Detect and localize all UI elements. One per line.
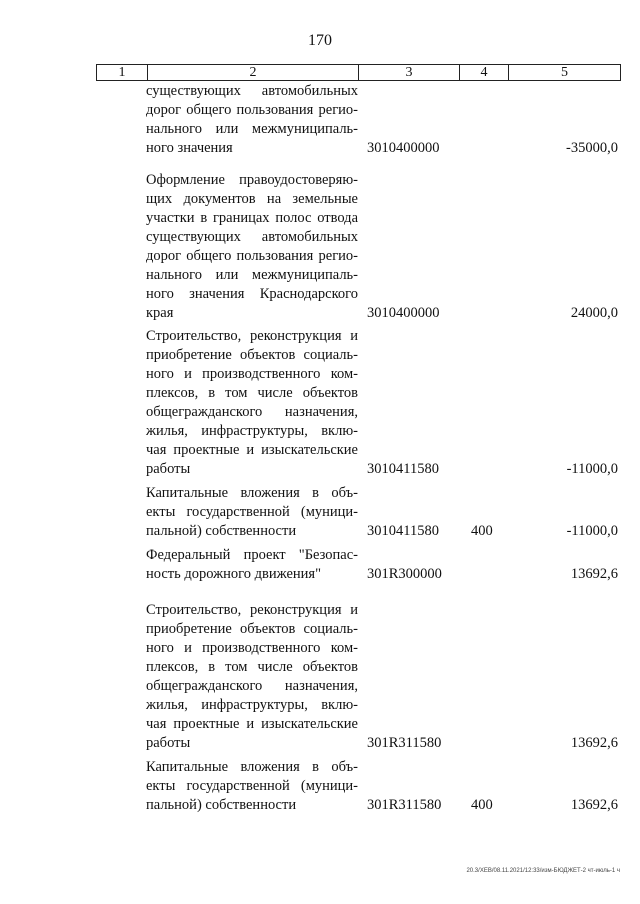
description-line: существующих автомобильных <box>146 83 358 99</box>
page-number: 170 <box>308 32 332 49</box>
description-line: Строительство, реконструкция и <box>146 602 358 618</box>
row-amount: 13692,6 <box>570 735 618 751</box>
description-line: Капитальные вложения в объ- <box>146 759 358 775</box>
row-amount: -11000,0 <box>566 523 618 539</box>
row-amount: -11000,0 <box>566 461 618 477</box>
row-amount: 24000,0 <box>570 305 618 321</box>
footer-stamp: 20.3/ХЕВ/08.11.2021/12:33/изм-БЮДЖЕТ-2 чт-июль-1 ч <box>466 868 620 874</box>
description-line: нального или межмуниципаль- <box>146 121 358 137</box>
row-expense-type: 400 <box>471 523 493 539</box>
description-line: ного и производственного ком- <box>146 640 358 656</box>
column-number-5: 5 <box>561 65 568 80</box>
description-line: жилья, инфраструктуры, вклю- <box>146 697 358 713</box>
column-number-1: 1 <box>97 65 148 80</box>
column-number-2: 2 <box>148 65 359 80</box>
table-column-header <box>96 64 621 81</box>
table-row <box>0 758 640 815</box>
description-line: дорог общего пользования регио- <box>146 248 358 264</box>
row-description <box>146 484 358 541</box>
description-line: Капитальные вложения в объ- <box>146 485 358 501</box>
description-line: ного значения Краснодарского <box>146 286 358 302</box>
description-line: щих документов на земельные <box>146 191 358 207</box>
table-row <box>0 171 640 323</box>
description-line: плексов, в том числе объектов <box>146 659 358 675</box>
description-line: общегражданского назначения, <box>146 678 358 694</box>
description-line: екты государственной (муници- <box>146 504 358 520</box>
row-amount: -35000,0 <box>566 140 618 156</box>
description-line: чая проектные и изыскательские <box>146 442 358 458</box>
description-line: пальной) собственности <box>146 797 297 813</box>
description-line: приобретение объектов социаль- <box>146 347 358 363</box>
column-number-4: 4 <box>460 65 509 80</box>
description-line: екты государственной (муници- <box>146 778 358 794</box>
description-line: ного и производственного ком- <box>146 366 358 382</box>
row-description <box>146 82 358 158</box>
row-code: 3010411580 <box>367 461 439 477</box>
description-line: чая проектные и изыскательские <box>146 716 358 732</box>
row-code: 301R300000 <box>367 566 442 582</box>
description-line: Строительство, реконструкция и <box>146 328 358 344</box>
description-line: ного значения <box>146 140 233 156</box>
description-line: участки в границах полос отвода <box>146 210 358 226</box>
description-line: плексов, в том числе объектов <box>146 385 358 401</box>
row-expense-type: 400 <box>471 797 493 813</box>
description-line: Федеральный проект "Безопас- <box>146 547 358 563</box>
row-code: 301R311580 <box>367 797 442 813</box>
description-line: ность дорожного движения" <box>146 566 321 582</box>
description-line: работы <box>146 735 191 751</box>
description-line: нального или межмуниципаль- <box>146 267 358 283</box>
row-code: 3010411580 <box>367 523 439 539</box>
row-description <box>146 546 358 584</box>
table-row <box>0 546 640 584</box>
row-code: 301R311580 <box>367 735 442 751</box>
description-line: существующих автомобильных <box>146 229 358 245</box>
row-description <box>146 601 358 753</box>
description-line: пальной) собственности <box>146 523 297 539</box>
row-code: 3010400000 <box>367 140 440 156</box>
row-description <box>146 758 358 815</box>
table-row <box>0 327 640 479</box>
table-row <box>0 484 640 541</box>
table-row <box>0 601 640 753</box>
row-description <box>146 327 358 479</box>
description-line: работы <box>146 461 191 477</box>
description-line: края <box>146 305 174 321</box>
table-row <box>0 82 640 158</box>
row-amount: 13692,6 <box>570 566 618 582</box>
column-number-3: 3 <box>359 65 460 80</box>
row-amount: 13692,6 <box>570 797 618 813</box>
description-line: дорог общего пользования регио- <box>146 102 358 118</box>
row-code: 3010400000 <box>367 305 440 321</box>
row-description <box>146 171 358 323</box>
description-line: приобретение объектов социаль- <box>146 621 358 637</box>
description-line: жилья, инфраструктуры, вклю- <box>146 423 358 439</box>
description-line: Оформление правоудостоверяю- <box>146 172 358 188</box>
description-line: общегражданского назначения, <box>146 404 358 420</box>
